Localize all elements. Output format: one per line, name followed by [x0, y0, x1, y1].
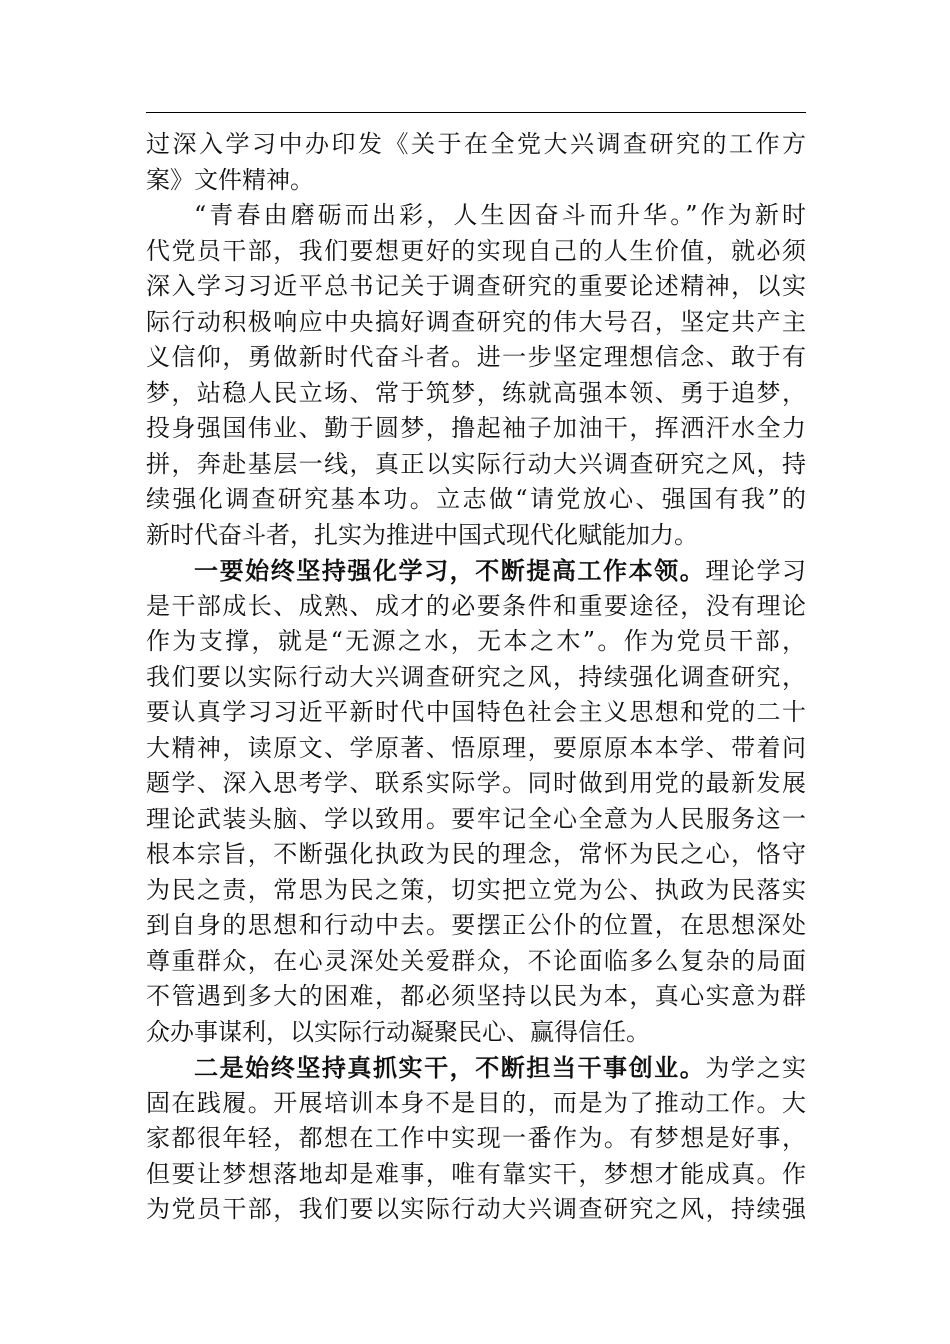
- text-line: [146, 1121, 806, 1157]
- text-line: [146, 731, 806, 767]
- header-rule: [146, 112, 806, 113]
- line-text: 题学、深入思考学、联系实际学。同时做到用党的最新发展: [146, 769, 806, 797]
- line-text: 家都很年轻，都想在工作中实现一番作为。有梦想是好事，: [146, 1124, 806, 1152]
- text-line: [146, 908, 806, 944]
- line-text: 根本宗旨，不断强化执政为民的理念，常怀为民之心，恪守: [146, 840, 806, 868]
- bold-lead-text: 一要始终坚持强化学习，不断提高工作本领。: [194, 556, 706, 585]
- line-text: 是干部成长、成熟、成才的必要条件和重要途径，没有理论: [146, 591, 806, 620]
- line-text: 但要让梦想落地却是难事，唯有靠实干，梦想才能成真。作: [146, 1159, 806, 1188]
- line-text: 过深入学习中办印发《关于在全党大兴调查研究的工作方: [146, 130, 806, 158]
- text-line: [146, 624, 806, 660]
- line-text: 投身强国伟业、勤于圆梦，撸起袖子加油干，挥洒汗水全力: [146, 414, 806, 442]
- line-text: 理论学习: [705, 557, 807, 585]
- line-text: 义信仰，勇做新时代奋斗者。进一步坚定理想信念、敢于有: [146, 343, 806, 371]
- text-line: [146, 837, 806, 873]
- text-line: [146, 411, 806, 447]
- text-line: [146, 1015, 806, 1051]
- line-text: 为学之实: [705, 1054, 807, 1082]
- bold-lead-text: 二是始终坚持真抓实干，不断担当干事创业。: [194, 1053, 706, 1082]
- text-line: [146, 269, 806, 305]
- line-text: “青春由磨砺而出彩，人生因奋斗而升华。”作为新时: [194, 201, 806, 229]
- text-line: [146, 482, 806, 518]
- document-body: [146, 127, 806, 1228]
- text-line: [146, 234, 806, 270]
- line-text: 续强化调查研究基本功。立志做“请党放心、强国有我”的: [146, 485, 806, 513]
- text-line: [146, 163, 806, 199]
- line-text: 为党员干部，我们要以实际行动大兴调查研究之风，持续强: [146, 1195, 806, 1223]
- line-text: 我们要以实际行动大兴调查研究之风，持续强化调查研究，: [146, 662, 806, 691]
- text-line: [146, 589, 806, 625]
- text-line: [146, 447, 806, 483]
- text-line: [146, 873, 806, 909]
- line-text: 固在践履。开展培训本身不是目的，而是为了推动工作。大: [146, 1088, 806, 1117]
- text-line: [146, 518, 806, 554]
- line-text: 案》文件精神。: [146, 165, 314, 194]
- text-line: [146, 944, 806, 980]
- line-text: 理论武装头脑、学以致用。要牢记全心全意为人民服务这一: [146, 804, 806, 833]
- line-text: 新时代奋斗者，扎实为推进中国式现代化赋能加力。: [146, 520, 698, 549]
- text-line: [146, 979, 806, 1015]
- text-line: [146, 766, 806, 802]
- text-line: [146, 198, 806, 234]
- line-text: 际行动积极响应中央搞好调查研究的伟大号召，坚定共产主: [146, 307, 806, 336]
- line-text: 大精神，读原文、学原著、悟原理，要原原本本学、带着问: [146, 733, 806, 762]
- line-text: 要认真学习习近平新时代中国特色社会主义思想和党的二十: [146, 698, 806, 726]
- text-line: [146, 695, 806, 731]
- line-text: 到自身的思想和行动中去。要摆正公仆的位置，在思想深处: [146, 911, 806, 939]
- line-text: 拼，奔赴基层一线，真正以实际行动大兴调查研究之风，持: [146, 449, 806, 478]
- line-text: 众办事谋利，以实际行动凝聚民心、赢得信任。: [146, 1017, 650, 1046]
- text-line: [146, 660, 806, 696]
- text-line: [146, 1086, 806, 1122]
- line-text: 不管遇到多大的困难，都必须坚持以民为本，真心实意为群: [146, 982, 806, 1010]
- line-text: 尊重群众，在心灵深处关爱群众，不论面临多么复杂的局面: [146, 946, 806, 975]
- text-line: [146, 802, 806, 838]
- text-line: [146, 1192, 806, 1228]
- text-line: [146, 127, 806, 163]
- line-text: 为民之责，常思为民之策，切实把立党为公、执政为民落实: [146, 875, 806, 904]
- line-text: 梦，站稳人民立场、常于筑梦，练就高强本领、勇于追梦，: [146, 378, 806, 407]
- text-line: [146, 1050, 806, 1086]
- text-line: [146, 1157, 806, 1193]
- text-line: [146, 305, 806, 341]
- text-line: [146, 553, 806, 589]
- line-text: 作为支撑，就是“无源之水，无本之木”。作为党员干部，: [146, 627, 806, 655]
- line-text: 深入学习习近平总书记关于调查研究的重要论述精神，以实: [146, 272, 806, 300]
- line-text: 代党员干部，我们要想更好的实现自己的人生价值，就必须: [146, 236, 806, 265]
- text-line: [146, 340, 806, 376]
- text-line: [146, 376, 806, 412]
